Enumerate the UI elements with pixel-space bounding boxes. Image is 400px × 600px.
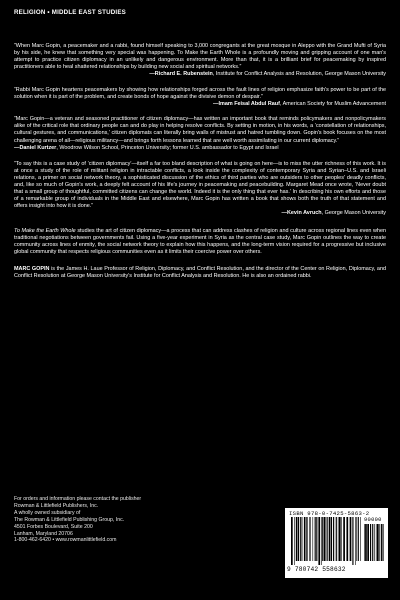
barcode-bar: [367, 524, 369, 561]
book-description-text: studies the art of citizen diplomacy—a process that can address clashes of religion and culture across regional lines even when traditional negotiations between governments fail. Using a five-year experiment in Syria as the central case study, Marc Gopin outlines the way to create community across lines of enmity, the social network theory to explain how this happens, and the long-term vision required for a progressive but inclusive global community that respects religious communities even as it limits their coercive power over others.: [14, 227, 387, 256]
blurb-quote-1: “When Marc Gopin, a peacemaker and a rabbi, found himself speaking to 3,000 congregants at the great mosque in Aleppo with the Grand Mufti of Syria by his side, he knew that something very special was happening. To Make the Earth Whole is a profoundly moving and gripping account of one man's attempt to practice citizen diplomacy in an unlikely and dangerous environment. More than that, it is a brilliant brief for peacemaking by inspired practitioners able to heal shattered relationships by building new social and spiritual networks.”: [14, 43, 386, 71]
blurb-affiliation-2: , American Society for Muslim Advancement: [279, 101, 386, 108]
author-bio-text: is the James H. Laue Professor of Religion, Diplomacy, and Conflict Resolution, and the director of the Center on Religion, Diplomacy, and Conflict Resolution at George Mason University's Institute for Conflict Analysis and Resolution. He is also an ordained rabbi.: [14, 266, 387, 280]
publisher-line: Lanham, Maryland 20706: [14, 530, 73, 537]
barcode-bar: [352, 517, 353, 565]
barcode-bar: [365, 524, 367, 561]
blurb-author-2: —Imam Feisal Abdul Rauf: [213, 101, 280, 108]
barcode-bar: [356, 517, 357, 561]
author-bio-name: MARC GOPIN: [14, 266, 50, 273]
barcode-bar: [291, 517, 293, 565]
barcode-bar: [296, 517, 298, 561]
barcode-bar: [382, 524, 383, 561]
barcode-bar: [341, 517, 342, 561]
ean-barcode-icon: [291, 517, 361, 565]
barcode-bar: [336, 517, 337, 561]
barcode-bar: [358, 517, 359, 561]
cover-footer: [0, 496, 400, 600]
barcode-bar: [298, 517, 299, 561]
barcode-bar: [329, 517, 331, 561]
blurb-attribution-1: [14, 71, 386, 78]
barcode-bar: [350, 517, 352, 561]
publisher-info: [14, 496, 184, 544]
blurb-quote-4: “To say this is a case study of ‘citizen diplomacy’—itself a far too bland description of what is going on here—is to miss the utter richness of this work. It is at once a study of the role of militant religion in intractable conflicts, a look inside the complexity of contemporary Syria and Syrian–U.S. and Israeli relations, a primer on social network theory, a sophisticated discussion of the ethics of third parties who are outsiders to other peoples' deadly conflicts, and, like so much of Gopin's work, a deeply felt account of his life's journey in peacemaking and peacebuilding. Margaret Mead once wrote, ‘Never doubt that a small group of thoughtful, committed citizens can change the world. Indeed it is the only thing that ever has.’ In describing his own efforts and those of a remarkable group of individuals in the Middle East and elsewhere, Marc Gopin has written a book that shows both the truth of that statement and offers insight into how it is done.”: [14, 160, 386, 209]
blurb-affiliation-1: , Institute for Conflict Analysis and Resolution, George Mason University: [212, 71, 386, 78]
blurb-attribution-3: [14, 145, 386, 152]
barcode-bar: [294, 517, 295, 565]
barcode-bar: [318, 517, 320, 565]
publisher-line: A wholly owned subsidiary of: [14, 509, 81, 516]
barcode-bar: [379, 524, 380, 561]
barcode-bar: [307, 517, 308, 561]
barcode-bar: [306, 517, 307, 561]
barcode-bar: [364, 524, 365, 561]
barcode-bar: [374, 524, 375, 561]
barcode-bar: [355, 517, 356, 565]
book-title-italic: To Make the Earth Whole: [14, 227, 76, 234]
barcode-bar: [309, 517, 310, 561]
publisher-line: 4501 Forbes Boulevard, Suite 200: [14, 523, 93, 530]
barcode-bar: [372, 524, 373, 561]
blurb-quote-2: “Rabbi Marc Gopin heartens peacemakers by showing how relationships forged across the fault lines of religion emphasize faith's power to be part of the solution when it is part of the problem, and create bonds of hope against the divisive demon of despair.”: [14, 87, 386, 101]
barcode-bar: [370, 524, 371, 561]
barcode-bar: [377, 524, 379, 561]
barcode-bar: [316, 517, 317, 561]
barcode-bar: [322, 517, 323, 561]
addon-barcode-icon: [364, 524, 384, 565]
barcode-addon-number: 90000: [364, 517, 382, 523]
publisher-line: Rowman & Littlefield Publishers, Inc.: [14, 502, 99, 509]
category-label: RELIGION • MIDDLE EAST STUDIES: [14, 9, 126, 16]
blurb-author-1: —Richard E. Rubenstein: [149, 71, 213, 78]
barcode-bar: [327, 517, 328, 561]
barcode-bar: [346, 517, 348, 561]
barcode-bar: [376, 524, 377, 561]
blurb-author-3: —Daniel Kurtzer: [14, 144, 57, 151]
barcode-bar: [304, 517, 305, 561]
barcode-bar: [331, 517, 332, 561]
blurb-author-4: —Kevin Avruch: [281, 209, 322, 216]
barcode-bar: [338, 517, 339, 561]
blurb-affiliation-3: , Woodrow Wilson School, Princeton University; former U.S. ambassador to Egypt and Israel: [56, 144, 279, 151]
blurb-attribution-4: [14, 210, 386, 217]
author-bio: [14, 266, 386, 280]
barcode-panel: [285, 508, 388, 578]
publisher-line: 1-800-462-6420 • www.rowmanlittlefield.com: [14, 537, 117, 544]
barcode-bar: [315, 517, 316, 561]
barcode-bar: [360, 517, 361, 561]
barcode-bar: [310, 517, 311, 561]
barcode-bar: [333, 517, 334, 561]
publisher-line: The Rowman & Littlefield Publishing Group, Inc.: [14, 516, 125, 523]
barcode-bar: [313, 517, 314, 561]
barcode-bar: [381, 524, 382, 561]
blurb-attribution-2: [14, 101, 386, 108]
book-description: [14, 228, 386, 256]
barcode-bar: [343, 517, 345, 561]
barcode-bar: [324, 517, 326, 561]
barcode-bar: [302, 517, 303, 561]
blurb-affiliation-4: , George Mason University: [321, 209, 386, 216]
isbn-label: ISBN 978-0-7425-5863-2: [289, 510, 370, 517]
publisher-line: For orders and information please contact the publisher: [14, 496, 142, 502]
barcode-bar: [321, 517, 322, 565]
barcode-bar: [339, 517, 341, 561]
ean-digits: 9 780742 558632: [287, 566, 346, 573]
barcode-bar: [300, 517, 301, 561]
blurb-quote-3: “Marc Gopin—a veteran and seasoned practitioner of citizen diplomacy—has written an important book that reminds policymakers and nonpolicymakers alike of the critical role that ordinary people can and do play in helping resolve conflicts. By setting in motion, in his words, a ‘constellation of relationships, cultural gestures, and communications,’ citizen diplomats can literally bring walls of mistrust and hatred tumbling down. Gopin's book focuses on the most challenging arena of all—religious militancy—and brings forth lessons learned that are well worth assimilating in our current diplomacy.”: [14, 116, 386, 144]
